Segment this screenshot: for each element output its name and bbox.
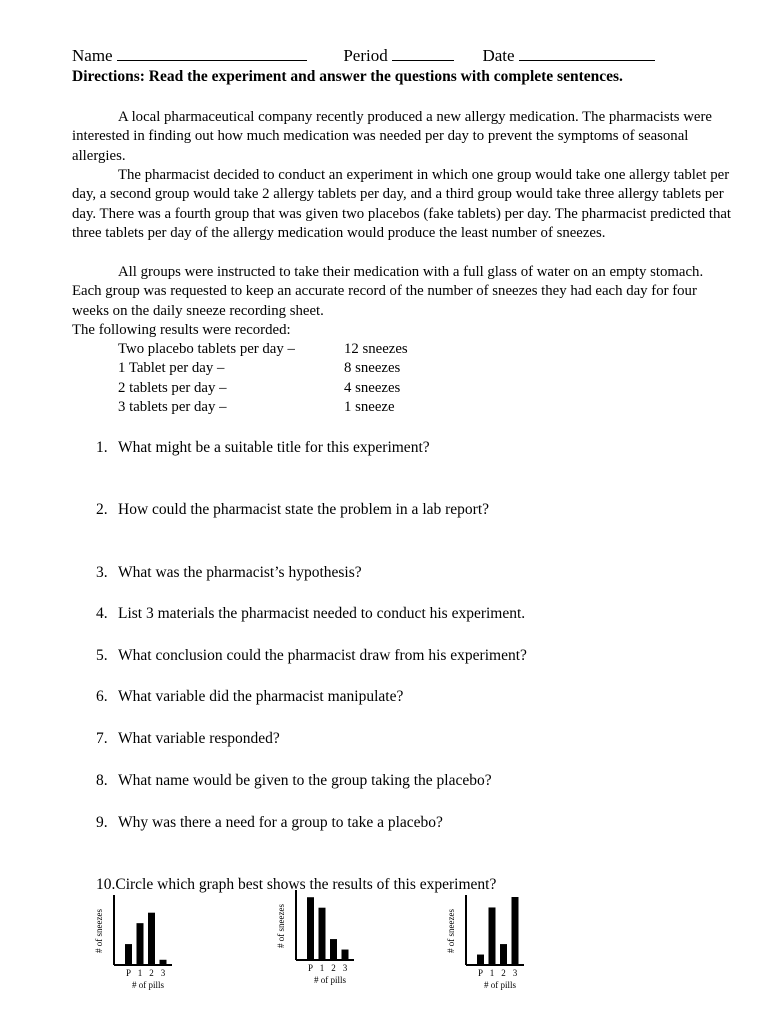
bar: [330, 939, 337, 960]
tick-label: 2: [331, 963, 336, 973]
graph-a-svg: [80, 890, 190, 1010]
question-10: 10.Circle which graph best shows the results of this experiment?: [96, 876, 497, 893]
x-axis-label: # of pills: [483, 980, 517, 990]
header-line: [72, 46, 655, 66]
tick-label: 1: [319, 963, 325, 973]
graph-b[interactable]: [262, 885, 372, 1010]
graph-a[interactable]: [80, 890, 190, 1015]
results-row: Two placebo tablets per day – 12 sneezes: [118, 341, 408, 357]
date-blank[interactable]: [519, 46, 655, 61]
graph-c-svg: [432, 890, 542, 1010]
x-axis-label: # of pills: [313, 975, 347, 985]
results-intro: The following results were recorded:: [72, 322, 291, 338]
tick-label: 2: [501, 968, 506, 978]
question-4: 4. List 3 materials the pharmacist needed to conduct his experiment.: [96, 605, 526, 622]
question-1: 1. What might be a suitable title for this experiment?: [96, 439, 430, 456]
tick-label: 3: [160, 968, 166, 978]
question-2: 2. How could the pharmacist state the problem in a lab report?: [96, 501, 490, 518]
y-axis-label: # of sneezes: [446, 909, 456, 953]
date-label: Date: [482, 46, 515, 65]
question-9: 9. Why was there a need for a group to take a placebo?: [96, 814, 443, 831]
results-row: 1 Tablet per day – 8 sneezes: [118, 360, 401, 377]
y-axis-label: # of sneezes: [276, 904, 286, 948]
name-blank[interactable]: [117, 46, 307, 61]
question-8: 8. What name would be given to the group taking the placebo?: [96, 772, 492, 789]
tick-label: 1: [489, 968, 495, 978]
question-3: 3. What was the pharmacist’s hypothesis?: [96, 564, 362, 581]
bar: [319, 908, 326, 960]
question-5: 5. What conclusion could the pharmacist draw from his experiment?: [96, 647, 527, 664]
bar: [477, 955, 484, 965]
question-6: 6. What variable did the pharmacist manipulate?: [96, 688, 404, 705]
period-label: Period: [343, 46, 388, 65]
results-row: 2 tablets per day – 4 sneezes: [118, 379, 401, 396]
tick-label: P: [477, 968, 484, 978]
bar: [137, 923, 144, 965]
bar: [512, 897, 519, 965]
paragraph-1: A local pharmaceutical company recently produced a new allergy medication. The pharmacists were interested in finding out how much medication was needed per day to prevent the symptoms of seasonal allergies.: [72, 109, 712, 164]
tick-label: 2: [149, 968, 154, 978]
graph-b-svg: [262, 885, 372, 1005]
bar: [489, 907, 496, 965]
bar: [342, 950, 349, 960]
results-list: [118, 340, 408, 418]
tick-label: P: [125, 968, 132, 978]
bar: [160, 960, 167, 965]
tick-label: 3: [512, 968, 518, 978]
bar: [125, 944, 132, 965]
paragraph-3: All groups were instructed to take their medication with a full glass of water on an empty stomach. Each group was requested to keep an accurate record of the number of sneezes they had each day for four weeks on the daily sneeze recording sheet.: [72, 264, 704, 319]
paragraph-2: The pharmacist decided to conduct an experiment in which one group would take one allergy tablet per day, a second group would take 2 allergy tablets per day, and a third group would take three allergy tablets per day. There was a fourth group that was given two placebos (fake tablets) per day. The pharmacist predicted that three tablets per day of the allergy medication would produce the least number of sneezes.: [72, 167, 732, 242]
results-row: 3 tablets per day – 1 sneeze: [118, 399, 395, 416]
name-label: Name: [72, 46, 113, 65]
tick-label: P: [307, 963, 314, 973]
bar: [148, 913, 155, 965]
graph-c[interactable]: [432, 890, 542, 1015]
tick-label: 3: [342, 963, 348, 973]
period-blank[interactable]: [392, 46, 454, 61]
x-axis-label: # of pills: [131, 980, 165, 990]
bar: [500, 944, 507, 965]
y-axis-label: # of sneezes: [94, 909, 104, 953]
question-7: 7. What variable responded?: [96, 730, 280, 747]
bar: [307, 897, 314, 960]
directions: Directions: Read the experiment and answer the questions with complete sentences.: [72, 68, 623, 85]
tick-label: 1: [137, 968, 143, 978]
